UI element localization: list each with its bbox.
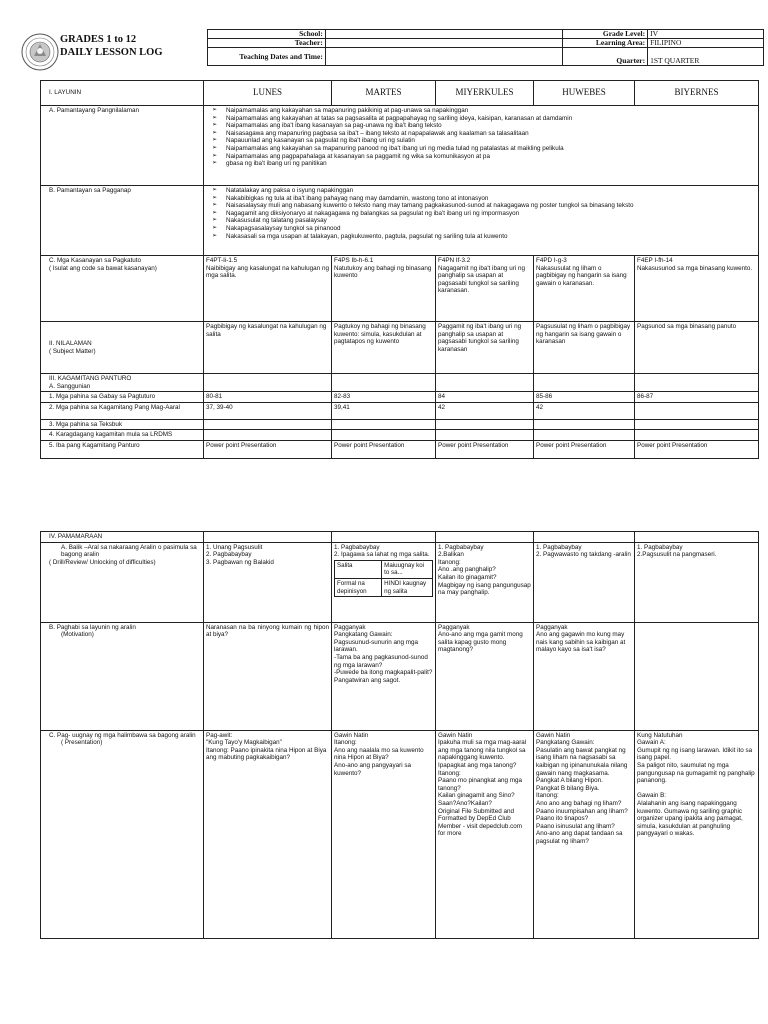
table-cell: Power point Presentation <box>332 440 436 458</box>
review-cell-biyernes: 1. Pagbabaybay 2.Pagsusulit na pangmaseri. <box>635 542 759 622</box>
table-cell: 42 <box>534 402 635 419</box>
day-header-biyernes: BIYERNES <box>635 81 759 106</box>
procedure-table <box>40 531 759 939</box>
list-item: ➢ Naisasagawa ang mapanuring pagbasa sa iba't – ibang teksto at napapalawak ang kaalaman sa talasalitaan <box>212 130 756 138</box>
subject-cell-martes: Pagtukoy ng bahagi ng binasang kuwento: simula, kasukdulan at pagtatapos ng kuwento <box>332 322 436 374</box>
presentation-title: C. Pag- uugnay ng mga halimbawa sa bagong aralin <box>49 731 196 739</box>
lrdms-label: 4. Karagdagang kagamitan mula sa LRDMS <box>41 430 204 441</box>
subject-cell-biyernes: Pagsunod sa mga binasang panuto <box>635 322 759 374</box>
list-item: ➢ Naipamamalas ang pagpapahalaga at kasanayan sa paggamit ng wika sa komunikasyon at pa <box>212 153 756 161</box>
list-item: ➢ Naipamamalas ang kakayahan at tatas sa pagsasalita at pagpapahayag ng sariling ideya, kaisipan, karanasan at damdamin <box>212 115 756 123</box>
learning-competencies-sub: ( Isulat ang code sa bawat kasanayan) <box>49 264 157 272</box>
word-map-cell: Maiuugnay koi to sa... <box>382 560 433 578</box>
learning-area-value[interactable]: FILIPINO <box>648 39 764 48</box>
school-label: School: <box>208 30 326 39</box>
motivation-label <box>41 622 204 730</box>
subject-cell-lunes: Pagbibigay ng kasalungat na kahulugan ng salita <box>204 322 332 374</box>
materials-label <box>41 374 204 392</box>
title-line2: DAILY LESSON LOG <box>60 47 163 58</box>
table-cell: Power point Presentation <box>534 440 635 458</box>
content-standard-cell <box>204 106 759 186</box>
learning-competencies-title: C. Mga Kasanayan sa Pagkatuto <box>49 257 142 264</box>
objectives-table <box>40 80 759 459</box>
materials-title: III. KAGAMITANG PANTURO <box>49 375 132 382</box>
word-map-cell: Salita <box>335 560 382 578</box>
table-cell: 37, 39-40 <box>204 402 332 419</box>
table-cell: 86-87 <box>635 392 759 403</box>
presentation-cell-lunes: Pag-awit: "Kung Tayo'y Magkaibigan" Itanong: Paano ipinakita nina Hipon at Biya ang mabuting pagkakaibigan? <box>204 730 332 938</box>
procedure-heading: IV. PAMAMARAAN <box>41 532 204 543</box>
table-cell: 82-83 <box>332 392 436 403</box>
day-header-miyerkules: MIYERKULES <box>436 81 534 106</box>
quarter-value[interactable]: 1ST QUARTER <box>648 48 764 66</box>
motivation-cell-miyerkules: Pagganyak Ano-ano ang mga gamit mong salita kapag gusto mong magtanong? <box>436 622 534 730</box>
header <box>20 29 744 73</box>
subject-cell-miyerkules: Paggamit ng iba't ibang uri ng panghalip sa usapan at pagsasabi tungkol sa sariling karanasan <box>436 322 534 374</box>
subject-cell-huwebes: Pagsusulat ng liham o pagbibigay ng hangarin sa isang gawain o karanasan <box>534 322 635 374</box>
list-item: ➢ Naipamamalas ang kakayahan sa mapanuring pakikinig at pag-unawa sa napakinggan <box>212 107 756 115</box>
presentation-cell-martes: Gawin Natin Itanong: Ano ang naalala mo sa kuwento nina Hipon at Biya? Ano-ano ang pangyayari sa kuwento? <box>332 730 436 938</box>
word-map-cell: HINDI kaugnay ng salita <box>382 578 433 596</box>
performance-standard-list <box>206 187 756 240</box>
list-item: ➢ Nakabibigkas ng tula at iba't ibang pahayag nang may damdamin, wastong tono at intonasyon <box>212 195 756 203</box>
presentation-cell-huwebes: Gawin Natin Pangkatang Gawain: Pasulatin ang bawat pangkat ng isang liham na nagsasabi sa kaibigan ng ipinanunukala nilang gawain nang magkasama. Pangkat A bilang Hipon. Pangkat B bilang Biya. Itanong: Ano ano ang bahagi ng liham? Paano inuumpisahan ang liham? Paano ito tinapos? Paano isinusulat ang liham? Ano-ano ang dapat tandaan sa pagsulat ng liham? <box>534 730 635 938</box>
grade-level-label: Grade Level: <box>562 30 648 39</box>
table-cell: 85-86 <box>534 392 635 403</box>
list-item: ➢ gbasa ng iba't ibang uri ng panitikan <box>212 160 756 168</box>
review-cell-huwebes: 1. Pagbabaybay 2. Pagwawasto ng takdang -aralin <box>534 542 635 622</box>
learning-area-label: Learning Area: <box>562 39 648 48</box>
motivation-cell-lunes: Naranasan na ba ninyong kumain ng hipon at biya? <box>204 622 332 730</box>
table-cell: 42 <box>436 402 534 419</box>
content-standard-list <box>206 107 756 168</box>
review-label <box>41 542 204 622</box>
subject-matter-title: II. NILALAMAN <box>49 339 92 347</box>
table-cell: Power point Presentation <box>204 440 332 458</box>
grade-level-value[interactable]: IV <box>648 30 764 39</box>
other-materials-label: 5. Iba pang Kagamitang Panturo <box>41 440 204 458</box>
deped-seal-icon <box>20 32 60 72</box>
day-header-lunes: LUNES <box>204 81 332 106</box>
subject-matter-sub: ( Subject Matter) <box>49 347 96 355</box>
table-cell: 84 <box>436 392 534 403</box>
review-cell-lunes: 1. Unang Pagsusulit 2. Pagbabaybay 3. Pagbawan ng Balakid <box>204 542 332 622</box>
teaching-dates-field[interactable] <box>325 48 562 66</box>
learning-competencies-label <box>41 256 204 322</box>
competency-cell-huwebes: F4PD I-g-3 Nakasusulat ng liham o pagbibigay ng hangarin sa isang gawain o karanasan. <box>534 256 635 322</box>
table-cell: Power point Presentation <box>635 440 759 458</box>
layunin-heading: I. LAYUNIN <box>41 81 204 106</box>
motivation-sub: (Motivation) <box>61 631 94 639</box>
title-line1: GRADES 1 to 12 <box>60 34 137 45</box>
performance-standard-label: B. Pamantayan sa Pagganap <box>41 186 204 256</box>
performance-standard-cell <box>204 186 759 256</box>
quarter-label: Quarter: <box>562 48 648 66</box>
competency-cell-biyernes: F4EP I-fh-14 Nakasusunod sa mga binasang kuwento. <box>635 256 759 322</box>
day-header-martes: MARTES <box>332 81 436 106</box>
list-item: ➢ Nakapagsasalaysay tungkol sa pinanood <box>212 225 756 233</box>
header-info-table <box>207 29 764 66</box>
day-header-huwebes: HUWEBES <box>534 81 635 106</box>
list-item: ➢ Napauunlad ang kasanayan sa pagsulat ng iba't ibang uri ng sulatin <box>212 137 756 145</box>
list-item: ➢ Naipamamalas ang kakayahan sa mapanuring panood ng iba't ibang uri ng media tulad ng patalastas at maikling pelikula <box>212 145 756 153</box>
review-title: A. Balik –Aral sa nakaraang Aralin o pasimula sa bagong aralin <box>61 543 197 559</box>
teacher-guide-pages-label: 1. Mga pahina sa Gabay sa Pagtuturo <box>41 392 204 403</box>
presentation-cell-miyerkules: Gawin Natin Ipakuha muli sa mga mag-aaral ang mga tanong nila tungkol sa napakinggang kuwento. Ipapagkat ang mga tanong? Itanong: Paano mo pinangkat ang mga tanong? Kailan ginagamit ang Sino? Saan?Ano?Kailan? Original File Submitted and Formatted by DepEd Club Member - visit depedclub.com for more <box>436 730 534 938</box>
list-item: ➢ Nagagamit ang diksiyonaryo at nakagagawa ng balangkas sa pagsulat ng iba't ibang uri ng impormasyon <box>212 210 756 218</box>
list-item: ➢ Nakasasali sa mga usapan at talakayan, pagkukuwento, pagtula, pagsulat ng sariling tula at kuwento <box>212 233 756 241</box>
presentation-sub: ( Presentation) <box>61 739 103 747</box>
school-field[interactable] <box>325 30 562 39</box>
table-cell: 80-81 <box>204 392 332 403</box>
table-cell <box>635 402 759 419</box>
textbook-pages-label: 3. Mga pahina sa Teksbuk <box>41 419 204 430</box>
references-label: A. Sanggunian <box>49 382 91 390</box>
competency-cell-miyerkules: F4PN If-3.2 Nagagamit ng iba't ibang uri ng panghalip sa usapan at pagsasabi tungkol sa sariling karanasan. <box>436 256 534 322</box>
review-cell-miyerkules: 1. Pagbabaybay 2.Balikan Itanong: Ano .ang panghalip? Kailan ito ginagamit? Magbigay ng isang pangungusap na may panghalip. <box>436 542 534 622</box>
word-map-table <box>334 560 433 597</box>
motivation-cell-biyernes <box>635 622 759 730</box>
motivation-title: B. Paghabi sa layunin ng aralin <box>49 623 136 631</box>
review-cell-martes-text: 1. Pagbabaybay 2. Ipagawa sa lahat ng mga salita. <box>334 543 430 559</box>
competency-cell-lunes: F4PT-Ii-1.5 Naibibigay ang kasalungat na kahulugan ng mga salita. <box>204 256 332 322</box>
table-cell: Power point Presentation <box>436 440 534 458</box>
teacher-field[interactable] <box>325 39 562 48</box>
document-title <box>60 33 230 59</box>
teacher-label: Teacher: <box>208 39 326 48</box>
learner-material-pages-label: 2. Mga pahina sa Kagamitang Pang Mag-Aaral <box>41 402 204 419</box>
motivation-cell-martes: Pagganyak Pangkatang Gawain: Pagsusunud-sunurin ang mga larawan. -Tama ba ang pagkasunod-sunod ng mga larawan? -Puwede ba itong magkapalit-palit? Pangatwiran ang sagot. <box>332 622 436 730</box>
presentation-label <box>41 730 204 938</box>
teaching-dates-label: Teaching Dates and Time: <box>208 48 326 66</box>
competency-cell-martes: F4PS Ib-h-6.1 Natutukoy ang bahagi ng binasang kuwento <box>332 256 436 322</box>
motivation-cell-huwebes: Pagganyak Ano ang gagawin mo kung may nais kang sabihin sa kaibigan at malayo kayo sa isa't isa? <box>534 622 635 730</box>
presentation-cell-biyernes: Kung Natutuhan Gawain A: Gumupit ng ng isang larawan. Idikit ito sa isang papel. Sa paligot nito, saumulat ng mga pangungusap na gumagamit ng panghalip pananong. Gawain B: Alalahanin ang isang napakinggang kuwento. Gumawa ng sariling graphic organizer upang ipakita ang pamagat, simula, kasukdulan at panghuling pangyayari o wakas. <box>635 730 759 938</box>
list-item: ➢ Nakasusulat ng talatang pasalaysay <box>212 217 756 225</box>
word-map-cell: Formal na depinisyon <box>335 578 382 596</box>
list-item: ➢ Naisasalaysay muli ang nabasang kuwento o teksto nang may tamang pagkakasunod-sunod at nakagagawa ng poster tungkol sa binasang teksto <box>212 202 756 210</box>
review-sub: ( Drill/Review/ Unlocking of difficulties) <box>49 558 156 566</box>
subject-matter-label <box>41 322 204 374</box>
content-standard-label: A. Pamantayang Pangnilalaman <box>41 106 204 186</box>
review-cell-martes <box>332 542 436 622</box>
list-item: ➢ Natatalakay ang paksa o isyung napakinggan <box>212 187 756 195</box>
list-item: ➢ Naipamamalas ang iba't ibang kasanayan sa pag-unawa ng iba't ibang teksto <box>212 122 756 130</box>
table-cell: 39,41 <box>332 402 436 419</box>
